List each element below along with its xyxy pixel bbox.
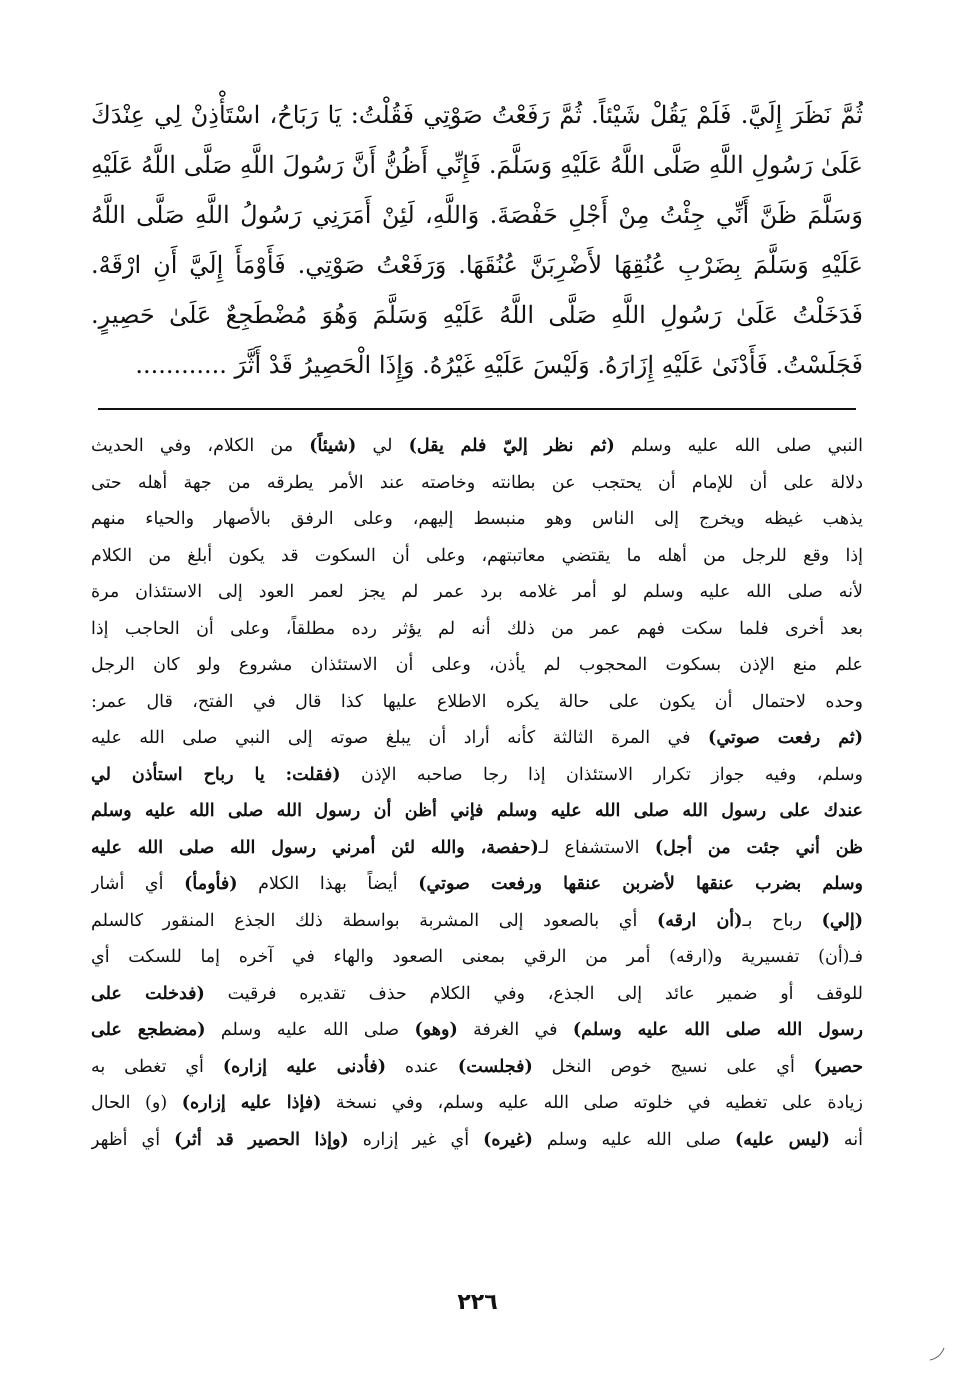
commentary-run: فـ(أن) تفسيرية و(ارقه) أمر من الرقي بمعنى الصعود والهاء في آخره إما للسكت أي (91, 947, 863, 967)
commentary-line (91, 501, 863, 538)
quoted-hadith-phrase: (وإذا الحصير قد أثر) (174, 1129, 349, 1150)
commentary-line (91, 538, 863, 575)
commentary-run: أي على نسيج خوص النخل (532, 1056, 814, 1077)
quoted-hadith-phrase: (فدخلت على (91, 983, 205, 1004)
quoted-hadith-phrase: (فإذا عليه إزاره) (181, 1093, 322, 1113)
commentary-line (91, 757, 863, 794)
commentary-line (91, 574, 863, 611)
commentary-run: لي (356, 436, 409, 456)
hadith-line: عَلَيْهِ وَسَلَّمَ بِضَرْبِ عُنُقِهَا لأَضْرِبَنَّ عُنُقَهَا. وَرَفَعْتُ صَوْتِي. فَأَوْمَأَ إِلَيَّ أَنِ ارْقَهْ. (91, 251, 863, 279)
quoted-hadith-phrase: وسلم بضرب عنقها لأضربن عنقها ورفعت صوتي) (418, 874, 863, 894)
commentary-run: أنه (829, 1129, 863, 1150)
commentary-run: أي تغطى به (91, 1056, 223, 1077)
quoted-hadith-phrase: (فقلت: يا رباح استأذن لي (91, 764, 341, 785)
hadith-line: فَدَخَلْتُ عَلَىٰ رَسُولِ اللَّهِ صَلَّى اللَّهُ عَلَيْهِ وَسَلَّمَ وَهُوَ مُضْطَجِعٌ عَلَىٰ حَصِيرٍ. (91, 301, 863, 329)
quoted-hadith-phrase: (ثم نظر إليّ فلم يقل) (408, 436, 615, 456)
commentary-line (91, 903, 863, 940)
scan-mark (928, 1344, 948, 1364)
commentary-run: أيضاً بهذا الكلام (237, 874, 419, 894)
commentary-run: لأنه صلى الله عليه وسلم لو أمر غلامه برد عمر لم يجز لعمر العود إلى الاستئذان مرة (91, 582, 863, 602)
hadith-line: فَجَلَسْتُ. فَأَدْنَىٰ عَلَيْهِ إِزَارَهُ. وَلَيْسَ عَلَيْهِ غَيْرُهُ. وَإِذَا الْحَصِيرُ قَدْ أَثَّرَ ............ (135, 351, 863, 379)
commentary-run: الاستشفاع لـ (538, 837, 655, 858)
hadith-line: ثُمَّ نَظَرَ إِلَيَّ. فَلَمْ يَقُلْ شَيْئاً. ثُمَّ رَفَعْتُ صَوْتِي فَقُلْتُ: يَا رَبَاحُ، اسْتَأْذِنْ لِي عِنْدَكَ (91, 101, 863, 129)
commentary-run: في المرة الثالثة كأنه أراد أن يبلغ صوته إلى النبي صلى الله عليه (91, 728, 709, 748)
commentary-run: أي أشار (91, 874, 185, 894)
hadith-text (91, 90, 863, 390)
commentary-run: وسلم، وفيه جواز تكرار الاستئذان إذا رجا صاحبه الإذن (340, 764, 863, 785)
quoted-hadith-phrase: (فأدنى عليه إزاره) (222, 1056, 386, 1077)
commentary-run: رباح بـ (742, 910, 822, 931)
commentary-run: أي بالصعود إلى المشربة بواسطة ذلك الجذع المنقور كالسلم (91, 910, 657, 931)
commentary-line (91, 428, 863, 465)
quoted-hadith-phrase: رسول الله صلى الله عليه وسلم) (572, 1020, 863, 1040)
commentary-run: بعد أخرى فلما سكت فهم عمر من ذلك أنه لم يؤثر رده مطلقاً، وعلى أن الحاجب إذا (91, 618, 863, 639)
quoted-hadith-phrase: (غيره) (483, 1129, 533, 1150)
commentary-run: صلى الله عليه وسلم (205, 1020, 415, 1040)
commentary-run: للوقف أو ضمير عائد إلى الجذع، وفي الكلام حذف تقديره فرقيت (204, 983, 863, 1004)
commentary-line (91, 720, 863, 757)
commentary-run: إذا وقع للرجل من أهله ما يقتضي معاتبتهم، وعلى أن السكوت قد يكون أبلغ من الكلام (91, 545, 863, 566)
quoted-hadith-phrase: حصير) (813, 1056, 863, 1077)
quoted-hadith-phrase: (حفصة، والله لئن أمرني رسول الله صلى الله عليه (91, 837, 539, 858)
commentary-run: النبي صلى الله عليه وسلم (614, 436, 863, 456)
commentary-line (91, 1049, 863, 1086)
commentary-run: أي أظهر (91, 1129, 175, 1150)
commentary-line (91, 939, 863, 976)
commentary-run: علم منع الإذن بسكوت المحجوب لم يأذن، وعلى أن الاستئذان مشروع ولو كان الرجل (91, 655, 863, 675)
commentary-line (91, 830, 863, 867)
commentary-line (91, 647, 863, 684)
quoted-hadith-phrase: (ثم رفعت صوتي) (708, 728, 863, 748)
commentary-run: في الغرفة (457, 1020, 573, 1040)
page-number: ٢٢٦ (457, 1290, 498, 1315)
commentary-text (91, 428, 863, 1158)
quoted-hadith-phrase: عندك على رسول الله صلى الله عليه وسلم فإني أظن أن رسول الله صلى الله عليه وسلم (91, 801, 863, 821)
commentary-run: (و) الحال (91, 1093, 182, 1113)
quoted-hadith-phrase: (وهو) (414, 1020, 458, 1040)
commentary-run: أي غير إزاره (348, 1129, 484, 1150)
quoted-hadith-phrase: (شيئاً) (309, 436, 357, 456)
section-divider (98, 408, 856, 410)
commentary-line (91, 976, 863, 1013)
commentary-run: صلى الله عليه وسلم (532, 1129, 735, 1150)
hadith-line: وَسَلَّمَ ظَنَّ أَنِّي جِئْتُ مِنْ أَجْلِ حَفْصَةَ. وَاللَّهِ، لَئِنْ أَمَرَنِي رَسُولُ اللَّهِ صَلَّى اللَّهُ (91, 201, 863, 229)
commentary-run: زيادة على تغطيه في خلوته صلى الله عليه وسلم، وفي نسخة (321, 1093, 863, 1113)
quoted-hadith-phrase: ظن أني جئت من أجل) (654, 837, 863, 858)
quoted-hadith-phrase: (ليس عليه) (734, 1129, 830, 1150)
commentary-line (91, 1085, 863, 1122)
quoted-hadith-phrase: (فجلست) (457, 1056, 533, 1077)
commentary-run: يذهب غيظه ويخرج إلى الناس وهو منبسط إليهم، وعلى الرفق بالأصهار والحياء منهم (91, 509, 863, 529)
quoted-hadith-phrase: (إلي) (821, 910, 863, 931)
commentary-line (91, 611, 863, 648)
commentary-line (91, 1122, 863, 1159)
quoted-hadith-phrase: (أن ارقه) (656, 910, 743, 931)
quoted-hadith-phrase: (فأومأ) (184, 874, 238, 894)
commentary-line (91, 866, 863, 903)
hadith-line: عَلَىٰ رَسُولِ اللَّهِ صَلَّى اللَّهُ عَلَيْهِ وَسَلَّمَ. فَإِنِّي أَظُنُّ أَنَّ رَسُولَ اللَّهِ صَلَّى اللَّهُ عَلَيْهِ (91, 151, 863, 179)
commentary-line (91, 465, 863, 502)
commentary-run: عنده (385, 1056, 458, 1077)
commentary-run: دلالة على أن للإمام أن يحتجب عن بطانته وخاصته عند الأمر يطرقه من جهة أهله حتى (91, 472, 863, 493)
quoted-hadith-phrase: (مضطجع على (91, 1020, 206, 1040)
commentary-run: وحده لاحتمال أن يكون على حالة يكره الاطلاع عليها كذا قال في الفتح، قال عمر: (91, 691, 863, 712)
commentary-line (91, 684, 863, 721)
commentary-line (91, 793, 863, 830)
commentary-line (91, 1012, 863, 1049)
commentary-run: من الكلام، وفي الحديث (91, 436, 310, 456)
